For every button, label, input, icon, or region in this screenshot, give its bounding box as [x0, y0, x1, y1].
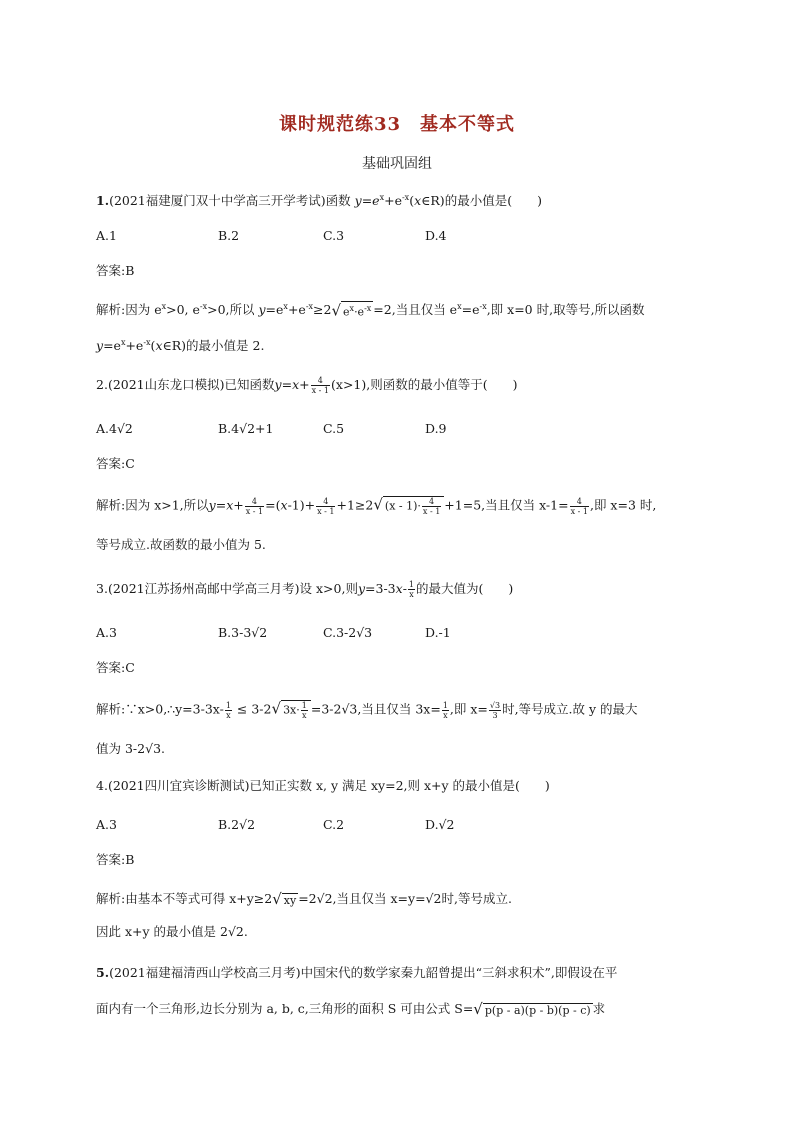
option-a: A.1: [96, 228, 117, 243]
q1-analysis-2: $y=e^x+e^{-x}(x\in R)$的最小值是 2.: [96, 338, 265, 354]
q4-options: [96, 817, 656, 833]
option-b: B.3-3√2: [218, 625, 268, 640]
option-d: D.9: [425, 421, 447, 436]
option-b: B.4√2+1: [218, 421, 274, 436]
option-b: B.2√2: [218, 817, 256, 832]
q3-options: [96, 625, 656, 641]
q2-analysis: 解析:因为 x>1,所以y=x+ $\frac{4}{x - 1}$ =(x-1)+ $\frac{4}{x - 1}$ +1≥2√ (x - 1)· $\frac{4}{x - 1}$ +1=5,当且仅当 x-1= $\frac{4}{x - 1}$ ,即 x=3 时,: [96, 495, 657, 516]
q3-analysis: 解析:∵x>0,∴y=3-3x- $\frac{1}{x}$ ≤ 3-2√ 3x· $\frac{1}{x}$ =3-2√3,当且仅当 3x= $\frac{1}{x}$ ,即 x= $\frac{√3}{3}$ 时,等号成立.故 y 的最大: [96, 699, 638, 720]
q3-answer: 答案:C: [96, 660, 135, 675]
option-a: A.3: [96, 817, 117, 832]
q1-stem: 1.(2021福建厦门双十中学高三开学考试)函数 $y=e^x+e^{-x}(x\in R)$的最小值是( ): [96, 193, 542, 209]
option-a: A.4√2: [96, 421, 133, 436]
q5-stem-2: 面内有一个三角形,边长分别为 a, b, c,三角形的面积 S 可由公式 S=√ p(p - a)(p - b)(p - c) 求: [96, 1000, 606, 1018]
option-d: D.4: [425, 228, 447, 243]
q1-analysis: 解析:因为 $e^x>0$, $e^{-x}>0$,所以 $y=e^x+e^{-x}\ge 2√$ $e^x\cdot e^{-x} =2$,当且仅当 $e^x=e^{-x}$,即 x=0 时,取等号,所以函数: [96, 301, 645, 320]
option-d: D.√2: [425, 817, 455, 832]
option-c: C.2: [323, 817, 345, 832]
q5-stem: 5.(2021福建福清西山学校高三月考)中国宋代的数学家秦九韶曾提出“三斜求积术”,即假设在平: [96, 965, 618, 980]
q4-analysis-2: 因此 x+y 的最小值是 2√2.: [96, 924, 248, 939]
option-d: D.-1: [425, 625, 451, 640]
q2-stem: 2.(2021山东龙口模拟)已知函数y=x+ $\frac{4}{x - 1}$ (x>1),则函数的最小值等于( ): [96, 376, 518, 395]
q2-answer: 答案:C: [96, 456, 135, 471]
section-title: 基础巩固组: [362, 156, 432, 172]
q2-options: [96, 421, 656, 437]
q1-options: [96, 228, 656, 244]
q3-stem: 3.(2021江苏扬州高邮中学高三月考)设 x>0,则y=3-3x- $\frac{1}{x}$ 的最大值为( ): [96, 580, 514, 599]
option-c: C.3: [323, 228, 345, 243]
q4-answer: 答案:B: [96, 852, 135, 867]
q4-stem: 4.(2021四川宜宾诊断测试)已知正实数 x, y 满足 xy=2,则 x+y 的最小值是( ): [96, 778, 550, 793]
q3-analysis-2: 值为 3-2√3.: [96, 741, 165, 756]
option-c: C.3-2√3: [323, 625, 373, 640]
page-title: 课时规范练33 基本不等式: [278, 114, 516, 135]
q2-analysis-2: 等号成立.故函数的最小值为 5.: [96, 537, 266, 552]
q4-analysis: 解析:由基本不等式可得 x+y≥2√ xy =2√2,当且仅当 x=y=√2时,等号成立.: [96, 890, 512, 908]
option-c: C.5: [323, 421, 345, 436]
option-a: A.3: [96, 625, 117, 640]
q1-answer: 答案:B: [96, 263, 135, 278]
option-b: B.2: [218, 228, 240, 243]
